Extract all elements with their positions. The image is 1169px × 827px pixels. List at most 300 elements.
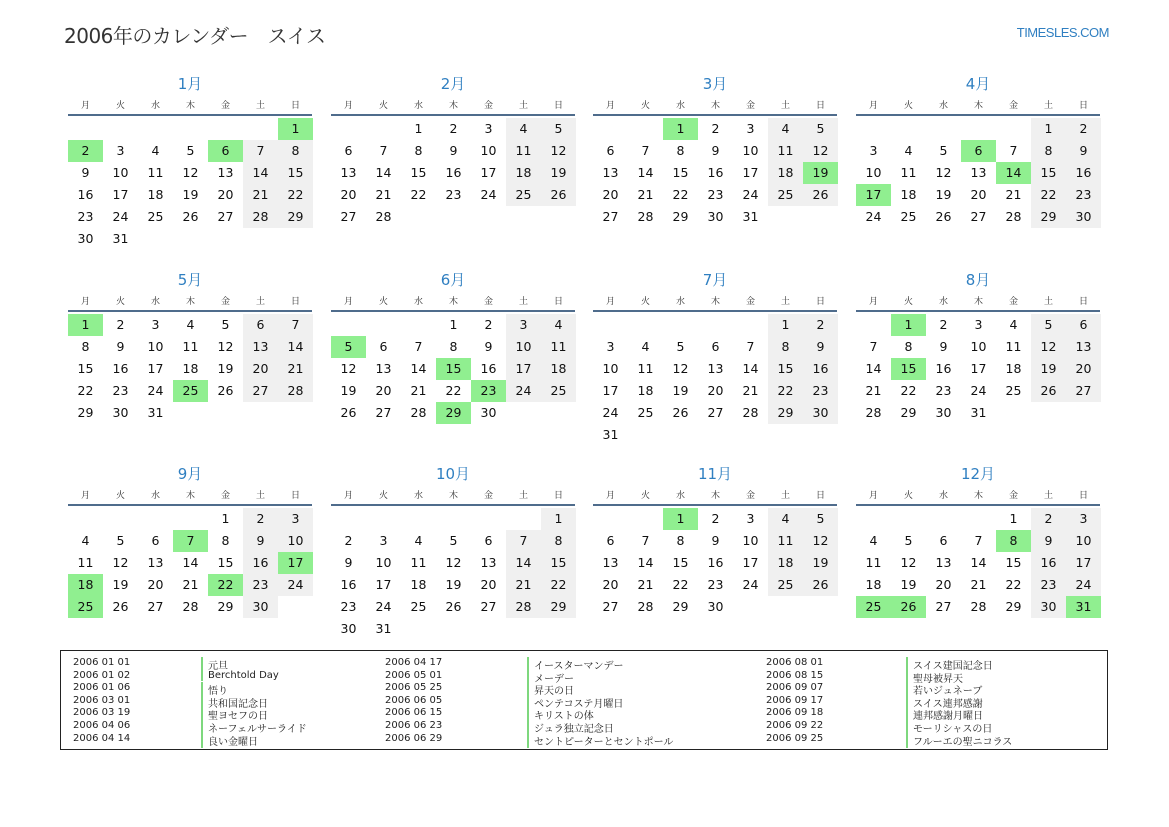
day-cell[interactable]: 7 xyxy=(379,143,388,158)
day-cell[interactable]: 16 xyxy=(707,165,724,180)
day-cell[interactable]: 9 xyxy=(484,339,493,354)
day-cell[interactable]: 4 xyxy=(904,143,913,158)
day-cell[interactable]: 26 xyxy=(217,383,234,398)
day-cell[interactable]: 21 xyxy=(742,383,759,398)
day-cell[interactable]: 6 xyxy=(606,143,615,158)
day-cell[interactable]: 29 xyxy=(1005,599,1022,614)
day-cell[interactable]: 12 xyxy=(445,555,462,570)
day-cell[interactable]: 17 xyxy=(375,577,392,592)
day-cell[interactable]: 15 xyxy=(541,552,576,574)
day-cell[interactable]: 18 xyxy=(541,358,576,380)
day-cell[interactable]: 30 xyxy=(1031,596,1066,618)
day-cell[interactable]: 25 xyxy=(147,209,164,224)
day-cell[interactable]: 28 xyxy=(1005,209,1022,224)
day-cell[interactable]: 2 xyxy=(1066,118,1101,140)
day-cell[interactable]: 13 xyxy=(935,555,952,570)
day-cell[interactable]: 26 xyxy=(803,184,838,206)
day-cell[interactable]: 26 xyxy=(672,405,689,420)
day-cell[interactable]: 18 xyxy=(1005,361,1022,376)
day-cell[interactable]: 6 xyxy=(379,339,388,354)
day-cell[interactable]: 3 xyxy=(1066,508,1101,530)
day-cell[interactable]: 27 xyxy=(340,209,357,224)
day-cell[interactable]: 10 xyxy=(1066,530,1101,552)
day-cell[interactable]: 14 xyxy=(506,552,541,574)
holiday-day-cell[interactable]: 7 xyxy=(173,530,208,552)
day-cell[interactable]: 12 xyxy=(340,361,357,376)
day-cell[interactable]: 21 xyxy=(1005,187,1022,202)
holiday-day-cell[interactable]: 19 xyxy=(803,162,838,184)
day-cell[interactable]: 28 xyxy=(243,206,278,228)
day-cell[interactable]: 15 xyxy=(77,361,94,376)
day-cell[interactable]: 12 xyxy=(672,361,689,376)
day-cell[interactable]: 29 xyxy=(217,599,234,614)
day-cell[interactable]: 28 xyxy=(865,405,882,420)
day-cell[interactable]: 25 xyxy=(768,184,803,206)
day-cell[interactable]: 29 xyxy=(768,402,803,424)
day-cell[interactable]: 11 xyxy=(77,555,94,570)
day-cell[interactable]: 8 xyxy=(904,339,913,354)
day-cell[interactable]: 23 xyxy=(243,574,278,596)
day-cell[interactable]: 3 xyxy=(606,339,615,354)
day-cell[interactable]: 11 xyxy=(506,140,541,162)
holiday-day-cell[interactable]: 14 xyxy=(996,162,1031,184)
day-cell[interactable]: 17 xyxy=(970,361,987,376)
holiday-day-cell[interactable]: 5 xyxy=(331,336,366,358)
day-cell[interactable]: 8 xyxy=(278,140,313,162)
day-cell[interactable]: 25 xyxy=(1005,383,1022,398)
day-cell[interactable]: 10 xyxy=(147,339,164,354)
day-cell[interactable]: 24 xyxy=(865,209,882,224)
day-cell[interactable]: 23 xyxy=(707,187,724,202)
day-cell[interactable]: 19 xyxy=(541,162,576,184)
day-cell[interactable]: 2 xyxy=(711,511,720,526)
day-cell[interactable]: 19 xyxy=(1031,358,1066,380)
day-cell[interactable]: 14 xyxy=(410,361,427,376)
day-cell[interactable]: 6 xyxy=(606,533,615,548)
day-cell[interactable]: 3 xyxy=(116,143,125,158)
holiday-day-cell[interactable]: 15 xyxy=(436,358,471,380)
day-cell[interactable]: 16 xyxy=(1031,552,1066,574)
day-cell[interactable]: 26 xyxy=(340,405,357,420)
day-cell[interactable]: 4 xyxy=(1009,317,1018,332)
holiday-day-cell[interactable]: 1 xyxy=(663,118,698,140)
day-cell[interactable]: 16 xyxy=(243,552,278,574)
day-cell[interactable]: 5 xyxy=(676,339,685,354)
day-cell[interactable]: 13 xyxy=(243,336,278,358)
day-cell[interactable]: 16 xyxy=(803,358,838,380)
day-cell[interactable]: 19 xyxy=(900,577,917,592)
day-cell[interactable]: 25 xyxy=(410,599,427,614)
day-cell[interactable]: 1 xyxy=(1031,118,1066,140)
day-cell[interactable]: 11 xyxy=(637,361,654,376)
day-cell[interactable]: 12 xyxy=(900,555,917,570)
day-cell[interactable]: 28 xyxy=(970,599,987,614)
day-cell[interactable]: 7 xyxy=(869,339,878,354)
day-cell[interactable]: 25 xyxy=(900,209,917,224)
day-cell[interactable]: 18 xyxy=(768,162,803,184)
day-cell[interactable]: 3 xyxy=(869,143,878,158)
holiday-day-cell[interactable]: 1 xyxy=(278,118,313,140)
day-cell[interactable]: 8 xyxy=(414,143,423,158)
day-cell[interactable]: 27 xyxy=(707,405,724,420)
day-cell[interactable]: 1 xyxy=(449,317,458,332)
day-cell[interactable]: 4 xyxy=(768,508,803,530)
day-cell[interactable]: 29 xyxy=(900,405,917,420)
day-cell[interactable]: 2 xyxy=(484,317,493,332)
day-cell[interactable]: 28 xyxy=(637,209,654,224)
holiday-day-cell[interactable]: 6 xyxy=(208,140,243,162)
day-cell[interactable]: 17 xyxy=(147,361,164,376)
day-cell[interactable]: 3 xyxy=(746,511,755,526)
day-cell[interactable]: 11 xyxy=(1005,339,1022,354)
day-cell[interactable]: 15 xyxy=(410,165,427,180)
day-cell[interactable]: 6 xyxy=(344,143,353,158)
day-cell[interactable]: 21 xyxy=(506,574,541,596)
day-cell[interactable]: 24 xyxy=(375,599,392,614)
day-cell[interactable]: 24 xyxy=(147,383,164,398)
day-cell[interactable]: 31 xyxy=(602,427,619,442)
day-cell[interactable]: 30 xyxy=(1066,206,1101,228)
day-cell[interactable]: 5 xyxy=(904,533,913,548)
day-cell[interactable]: 5 xyxy=(186,143,195,158)
day-cell[interactable]: 21 xyxy=(970,577,987,592)
day-cell[interactable]: 23 xyxy=(340,599,357,614)
day-cell[interactable]: 31 xyxy=(742,209,759,224)
day-cell[interactable]: 3 xyxy=(484,121,493,136)
day-cell[interactable]: 10 xyxy=(602,361,619,376)
day-cell[interactable]: 13 xyxy=(1066,336,1101,358)
day-cell[interactable]: 23 xyxy=(1066,184,1101,206)
day-cell[interactable]: 20 xyxy=(707,383,724,398)
day-cell[interactable]: 20 xyxy=(375,383,392,398)
day-cell[interactable]: 8 xyxy=(676,143,685,158)
day-cell[interactable]: 17 xyxy=(602,383,619,398)
day-cell[interactable]: 27 xyxy=(602,599,619,614)
holiday-day-cell[interactable]: 22 xyxy=(208,574,243,596)
day-cell[interactable]: 27 xyxy=(970,209,987,224)
day-cell[interactable]: 17 xyxy=(112,187,129,202)
day-cell[interactable]: 10 xyxy=(480,143,497,158)
day-cell[interactable]: 18 xyxy=(865,577,882,592)
day-cell[interactable]: 31 xyxy=(112,231,129,246)
day-cell[interactable]: 6 xyxy=(1066,314,1101,336)
day-cell[interactable]: 31 xyxy=(375,621,392,636)
day-cell[interactable]: 16 xyxy=(112,361,129,376)
day-cell[interactable]: 10 xyxy=(375,555,392,570)
day-cell[interactable]: 9 xyxy=(243,530,278,552)
site-link[interactable]: TIMESLES.COM xyxy=(1016,25,1109,40)
day-cell[interactable]: 21 xyxy=(278,358,313,380)
day-cell[interactable]: 13 xyxy=(147,555,164,570)
day-cell[interactable]: 28 xyxy=(637,599,654,614)
day-cell[interactable]: 1 xyxy=(541,508,576,530)
day-cell[interactable]: 21 xyxy=(243,184,278,206)
day-cell[interactable]: 5 xyxy=(541,118,576,140)
day-cell[interactable]: 10 xyxy=(970,339,987,354)
day-cell[interactable]: 29 xyxy=(1031,206,1066,228)
day-cell[interactable]: 27 xyxy=(147,599,164,614)
day-cell[interactable]: 9 xyxy=(81,165,90,180)
day-cell[interactable]: 20 xyxy=(243,358,278,380)
holiday-day-cell[interactable]: 25 xyxy=(856,596,891,618)
day-cell[interactable]: 25 xyxy=(768,574,803,596)
day-cell[interactable]: 7 xyxy=(506,530,541,552)
day-cell[interactable]: 8 xyxy=(449,339,458,354)
day-cell[interactable]: 5 xyxy=(803,118,838,140)
day-cell[interactable]: 27 xyxy=(1066,380,1101,402)
day-cell[interactable]: 14 xyxy=(637,555,654,570)
day-cell[interactable]: 26 xyxy=(541,184,576,206)
day-cell[interactable]: 6 xyxy=(484,533,493,548)
day-cell[interactable]: 9 xyxy=(1066,140,1101,162)
day-cell[interactable]: 9 xyxy=(116,339,125,354)
day-cell[interactable]: 24 xyxy=(970,383,987,398)
day-cell[interactable]: 30 xyxy=(707,209,724,224)
day-cell[interactable]: 16 xyxy=(935,361,952,376)
day-cell[interactable]: 3 xyxy=(278,508,313,530)
day-cell[interactable]: 5 xyxy=(939,143,948,158)
day-cell[interactable]: 13 xyxy=(480,555,497,570)
day-cell[interactable]: 9 xyxy=(711,533,720,548)
day-cell[interactable]: 8 xyxy=(221,533,230,548)
day-cell[interactable]: 23 xyxy=(445,187,462,202)
holiday-day-cell[interactable]: 15 xyxy=(891,358,926,380)
day-cell[interactable]: 7 xyxy=(974,533,983,548)
day-cell[interactable]: 28 xyxy=(410,405,427,420)
day-cell[interactable]: 22 xyxy=(410,187,427,202)
day-cell[interactable]: 22 xyxy=(672,577,689,592)
day-cell[interactable]: 30 xyxy=(935,405,952,420)
day-cell[interactable]: 10 xyxy=(278,530,313,552)
day-cell[interactable]: 7 xyxy=(641,533,650,548)
day-cell[interactable]: 21 xyxy=(410,383,427,398)
day-cell[interactable]: 7 xyxy=(278,314,313,336)
day-cell[interactable]: 13 xyxy=(707,361,724,376)
day-cell[interactable]: 4 xyxy=(768,118,803,140)
day-cell[interactable]: 11 xyxy=(768,140,803,162)
day-cell[interactable]: 7 xyxy=(746,339,755,354)
day-cell[interactable]: 18 xyxy=(182,361,199,376)
day-cell[interactable]: 16 xyxy=(1066,162,1101,184)
day-cell[interactable]: 28 xyxy=(278,380,313,402)
day-cell[interactable]: 22 xyxy=(541,574,576,596)
day-cell[interactable]: 23 xyxy=(1031,574,1066,596)
day-cell[interactable]: 14 xyxy=(278,336,313,358)
day-cell[interactable]: 17 xyxy=(742,555,759,570)
day-cell[interactable]: 6 xyxy=(939,533,948,548)
day-cell[interactable]: 21 xyxy=(182,577,199,592)
day-cell[interactable]: 14 xyxy=(182,555,199,570)
day-cell[interactable]: 29 xyxy=(672,599,689,614)
day-cell[interactable]: 17 xyxy=(742,165,759,180)
day-cell[interactable]: 30 xyxy=(243,596,278,618)
day-cell[interactable]: 5 xyxy=(1031,314,1066,336)
day-cell[interactable]: 12 xyxy=(803,530,838,552)
day-cell[interactable]: 14 xyxy=(375,165,392,180)
day-cell[interactable]: 22 xyxy=(1031,184,1066,206)
day-cell[interactable]: 2 xyxy=(116,317,125,332)
day-cell[interactable]: 3 xyxy=(746,121,755,136)
day-cell[interactable]: 2 xyxy=(449,121,458,136)
day-cell[interactable]: 4 xyxy=(506,118,541,140)
day-cell[interactable]: 24 xyxy=(278,574,313,596)
day-cell[interactable]: 9 xyxy=(939,339,948,354)
day-cell[interactable]: 9 xyxy=(1031,530,1066,552)
day-cell[interactable]: 15 xyxy=(278,162,313,184)
day-cell[interactable]: 22 xyxy=(672,187,689,202)
day-cell[interactable]: 23 xyxy=(77,209,94,224)
day-cell[interactable]: 18 xyxy=(147,187,164,202)
day-cell[interactable]: 20 xyxy=(602,187,619,202)
day-cell[interactable]: 25 xyxy=(541,380,576,402)
day-cell[interactable]: 18 xyxy=(637,383,654,398)
day-cell[interactable]: 5 xyxy=(221,317,230,332)
holiday-day-cell[interactable]: 17 xyxy=(278,552,313,574)
day-cell[interactable]: 18 xyxy=(506,162,541,184)
day-cell[interactable]: 4 xyxy=(414,533,423,548)
holiday-day-cell[interactable]: 23 xyxy=(471,380,506,402)
holiday-day-cell[interactable]: 26 xyxy=(891,596,926,618)
day-cell[interactable]: 25 xyxy=(506,184,541,206)
day-cell[interactable]: 29 xyxy=(77,405,94,420)
day-cell[interactable]: 24 xyxy=(1066,574,1101,596)
day-cell[interactable]: 2 xyxy=(803,314,838,336)
day-cell[interactable]: 23 xyxy=(935,383,952,398)
day-cell[interactable]: 12 xyxy=(112,555,129,570)
day-cell[interactable]: 28 xyxy=(506,596,541,618)
day-cell[interactable]: 2 xyxy=(243,508,278,530)
day-cell[interactable]: 11 xyxy=(182,339,199,354)
day-cell[interactable]: 26 xyxy=(182,209,199,224)
day-cell[interactable]: 25 xyxy=(637,405,654,420)
day-cell[interactable]: 4 xyxy=(641,339,650,354)
day-cell[interactable]: 17 xyxy=(506,358,541,380)
day-cell[interactable]: 20 xyxy=(217,187,234,202)
day-cell[interactable]: 1 xyxy=(221,511,230,526)
day-cell[interactable]: 24 xyxy=(506,380,541,402)
day-cell[interactable]: 7 xyxy=(1009,143,1018,158)
day-cell[interactable]: 21 xyxy=(865,383,882,398)
day-cell[interactable]: 15 xyxy=(768,358,803,380)
day-cell[interactable]: 28 xyxy=(375,209,392,224)
day-cell[interactable]: 11 xyxy=(541,336,576,358)
day-cell[interactable]: 12 xyxy=(541,140,576,162)
day-cell[interactable]: 18 xyxy=(768,552,803,574)
day-cell[interactable]: 22 xyxy=(900,383,917,398)
day-cell[interactable]: 3 xyxy=(974,317,983,332)
day-cell[interactable]: 8 xyxy=(541,530,576,552)
day-cell[interactable]: 14 xyxy=(742,361,759,376)
day-cell[interactable]: 9 xyxy=(803,336,838,358)
day-cell[interactable]: 7 xyxy=(414,339,423,354)
day-cell[interactable]: 19 xyxy=(935,187,952,202)
day-cell[interactable]: 8 xyxy=(676,533,685,548)
day-cell[interactable]: 6 xyxy=(243,314,278,336)
day-cell[interactable]: 23 xyxy=(803,380,838,402)
day-cell[interactable]: 12 xyxy=(1031,336,1066,358)
day-cell[interactable]: 30 xyxy=(112,405,129,420)
day-cell[interactable]: 13 xyxy=(602,165,619,180)
day-cell[interactable]: 13 xyxy=(375,361,392,376)
day-cell[interactable]: 22 xyxy=(77,383,94,398)
day-cell[interactable]: 19 xyxy=(445,577,462,592)
day-cell[interactable]: 21 xyxy=(637,577,654,592)
day-cell[interactable]: 31 xyxy=(970,405,987,420)
day-cell[interactable]: 5 xyxy=(116,533,125,548)
holiday-day-cell[interactable]: 1 xyxy=(663,508,698,530)
holiday-day-cell[interactable]: 8 xyxy=(996,530,1031,552)
day-cell[interactable]: 21 xyxy=(375,187,392,202)
day-cell[interactable]: 30 xyxy=(340,621,357,636)
day-cell[interactable]: 1 xyxy=(768,314,803,336)
day-cell[interactable]: 11 xyxy=(900,165,917,180)
day-cell[interactable]: 27 xyxy=(217,209,234,224)
day-cell[interactable]: 11 xyxy=(147,165,164,180)
day-cell[interactable]: 6 xyxy=(151,533,160,548)
day-cell[interactable]: 19 xyxy=(217,361,234,376)
day-cell[interactable]: 8 xyxy=(768,336,803,358)
day-cell[interactable]: 20 xyxy=(340,187,357,202)
holiday-day-cell[interactable]: 31 xyxy=(1066,596,1101,618)
day-cell[interactable]: 14 xyxy=(865,361,882,376)
day-cell[interactable]: 10 xyxy=(112,165,129,180)
day-cell[interactable]: 29 xyxy=(672,209,689,224)
day-cell[interactable]: 15 xyxy=(1031,162,1066,184)
day-cell[interactable]: 19 xyxy=(340,383,357,398)
day-cell[interactable]: 2 xyxy=(1031,508,1066,530)
day-cell[interactable]: 6 xyxy=(711,339,720,354)
day-cell[interactable]: 19 xyxy=(672,383,689,398)
day-cell[interactable]: 26 xyxy=(445,599,462,614)
day-cell[interactable]: 30 xyxy=(480,405,497,420)
day-cell[interactable]: 20 xyxy=(480,577,497,592)
day-cell[interactable]: 5 xyxy=(803,508,838,530)
day-cell[interactable]: 11 xyxy=(768,530,803,552)
day-cell[interactable]: 23 xyxy=(707,577,724,592)
day-cell[interactable]: 26 xyxy=(112,599,129,614)
day-cell[interactable]: 29 xyxy=(541,596,576,618)
day-cell[interactable]: 16 xyxy=(480,361,497,376)
day-cell[interactable]: 15 xyxy=(672,555,689,570)
day-cell[interactable]: 24 xyxy=(480,187,497,202)
day-cell[interactable]: 29 xyxy=(278,206,313,228)
day-cell[interactable]: 13 xyxy=(217,165,234,180)
day-cell[interactable]: 15 xyxy=(672,165,689,180)
day-cell[interactable]: 13 xyxy=(970,165,987,180)
day-cell[interactable]: 15 xyxy=(1005,555,1022,570)
day-cell[interactable]: 31 xyxy=(147,405,164,420)
day-cell[interactable]: 12 xyxy=(935,165,952,180)
day-cell[interactable]: 2 xyxy=(711,121,720,136)
day-cell[interactable]: 19 xyxy=(803,552,838,574)
day-cell[interactable]: 27 xyxy=(243,380,278,402)
day-cell[interactable]: 17 xyxy=(480,165,497,180)
day-cell[interactable]: 9 xyxy=(344,555,353,570)
day-cell[interactable]: 16 xyxy=(340,577,357,592)
day-cell[interactable]: 11 xyxy=(410,555,427,570)
day-cell[interactable]: 24 xyxy=(742,577,759,592)
day-cell[interactable]: 18 xyxy=(410,577,427,592)
day-cell[interactable]: 11 xyxy=(865,555,882,570)
day-cell[interactable]: 1 xyxy=(1009,511,1018,526)
day-cell[interactable]: 10 xyxy=(506,336,541,358)
holiday-day-cell[interactable]: 2 xyxy=(68,140,103,162)
day-cell[interactable]: 27 xyxy=(375,405,392,420)
day-cell[interactable]: 3 xyxy=(506,314,541,336)
day-cell[interactable]: 5 xyxy=(449,533,458,548)
day-cell[interactable]: 19 xyxy=(112,577,129,592)
day-cell[interactable]: 30 xyxy=(77,231,94,246)
